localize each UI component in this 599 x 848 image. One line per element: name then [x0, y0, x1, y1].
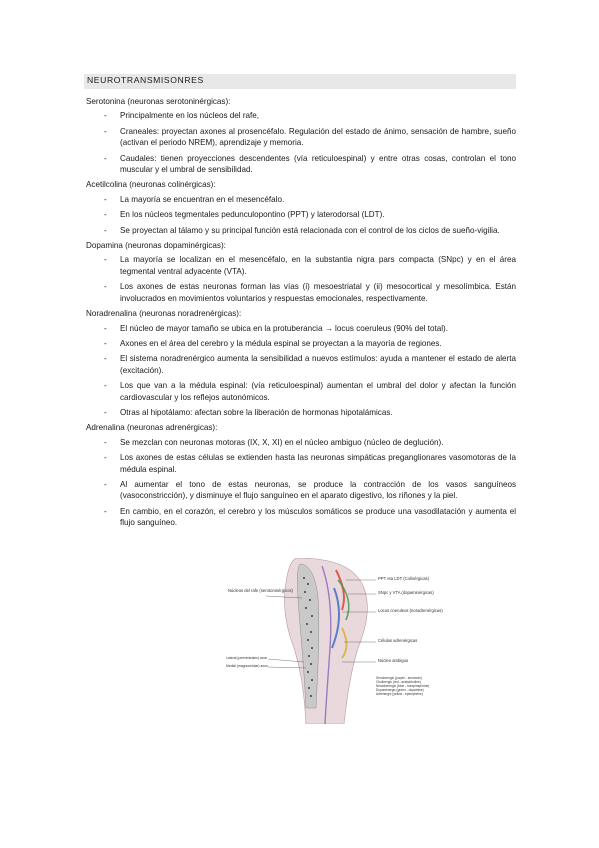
- list-item: - La mayoría se encuentran en el mesencéfalo.: [86, 194, 516, 205]
- bullet-list: [86, 110, 516, 175]
- list-item: - Los axones de estas neuronas forman las vías (i) mesoestriatal y (ii) mesocortical y mesolímbica. Están involucrados en movimientos voluntarios y respuestas emocionales, respectivamente.: [86, 281, 516, 304]
- list-item: - En cambio, en el corazón, el cerebro y los músculos somáticos se produce una vasodilatación y aumenta el flujo sanguíneo.: [86, 506, 516, 529]
- bullet-list: [86, 254, 516, 304]
- legend-item: Dopaminergic (green - dopamine): [376, 688, 424, 692]
- list-item: - Craneales: proyectan axones al prosencéfalo. Regulación del estado de ánimo, sensación de hambre, sueño (activan el periodo NREM), aprendizaje y memoria.: [86, 126, 516, 149]
- legend-item: Adrenergic (yellow - epinephrine): [376, 692, 423, 696]
- list-item: - Los que van a la médula espinal: (vía reticuloespinal) aumentan el umbral del dolor y afectan la función cardiovascular y los reflejos autonómicos.: [86, 380, 516, 403]
- list-item: - Principalmente en los núcleos del rafe,: [86, 110, 516, 121]
- section-serotonin: [86, 96, 516, 175]
- bullet-list: [86, 194, 516, 236]
- list-item: - En los núcleos tegmentales pedunculopontino (PPT) y laterodorsal (LDT).: [86, 209, 516, 220]
- legend-item: Serotonergic (purple - serotonin): [376, 676, 422, 680]
- list-item: - Se proyectan al tálamo y su principal función está relacionada con el control de los ciclos de sueño-vigilia.: [86, 225, 516, 236]
- figure-legend: [376, 676, 429, 696]
- list-item: - Al aumentar el tono de estas neuronas, se produce la contracción de los vasos sanguíneos (vasoconstricción), y disminuye el flujo sanguíneo en el aparato digestivo, los riñones y la piel.: [86, 479, 516, 502]
- list-item: - El núcleo de mayor tamaño se ubica en la protuberancia → locus coeruleus (90% del total).: [86, 323, 516, 334]
- heading-bar: [84, 74, 516, 89]
- bullet-list: [86, 323, 516, 419]
- brainstem-figure: [226, 558, 443, 724]
- list-item: - Se mezclan con neuronas motoras (IX, X, XI) en el núcleo ambiguo (núcleo de deglución).: [86, 437, 516, 448]
- list-item: - Axones en el área del cerebro y la médula espinal se proyectan a la mayoría de regiones.: [86, 338, 516, 349]
- list-item: - Caudales: tienen proyecciones descendentes (vía reticuloespinal) y entre otras cosas, controlan el tono muscular y el umbral de sensibilidad.: [86, 153, 516, 176]
- figure-label-medial: Medial (magnocelular) axon: [226, 664, 268, 668]
- section-adrenaline: [86, 422, 516, 528]
- section-title: Dopamina (neuronas dopaminérgicas):: [86, 241, 226, 251]
- legend-item: Cholinergic (red - acetylcholine): [376, 680, 421, 684]
- section-title: Serotonina (neuronas serotoninérgicas):: [86, 97, 231, 106]
- page-heading: NEUROTRANSMISONRES: [87, 75, 204, 85]
- figure-label-lateral: Lateral (periventrales) axon: [226, 656, 268, 660]
- section-title: Adrenalina (neuronas adrenérgicas):: [86, 423, 218, 433]
- figure-label-ambiguo: Núcleo ambiguo: [378, 658, 409, 663]
- list-item: - El sistema noradrenérgico aumenta la sensibilidad a nuevos estímulos: ayuda a mantener el estado de alerta (excitación).: [86, 353, 516, 376]
- figure-label-snpc: SNpc y VTA (dopaminérgicas): [378, 590, 434, 595]
- section-title: Acetilcolina (neuronas colinérgicas):: [86, 180, 216, 190]
- list-item: - Los axones de estas células se extienden hasta las neuronas simpáticas preganglionares vasomotoras de la médula espinal.: [86, 452, 516, 475]
- figure-label-ppt: PPT eta LDT (Colinérgicas): [378, 576, 430, 581]
- section-dopamine: [86, 240, 516, 304]
- document-content: [86, 96, 516, 533]
- figure-label-raphe: Núcleos del rafe (serotoninérgicos): [228, 588, 293, 593]
- legend-item: Noradrenergic (blue - norepinephrine): [376, 684, 430, 688]
- figure-label-adrenergic: Células adrenérgicas: [378, 638, 418, 643]
- bullet-list: [86, 437, 516, 529]
- section-acetylcholine: [86, 179, 516, 236]
- figure-label-locus: Locus coeruleus (noradrenérgicas): [378, 608, 443, 613]
- list-item: - La mayoría se localizan en el mesencéfalo, en la substantia nigra pars compacta (SNpc) y en el área tegmental ventral adyacente (VTA).: [86, 254, 516, 277]
- list-item: - Otras al hipotálamo: afectan sobre la liberación de hormonas hipotalámicas.: [86, 407, 516, 418]
- section-title: Noradrenalina (neuronas noradrenérgicas):: [86, 309, 242, 319]
- section-noradrenaline: [86, 308, 516, 418]
